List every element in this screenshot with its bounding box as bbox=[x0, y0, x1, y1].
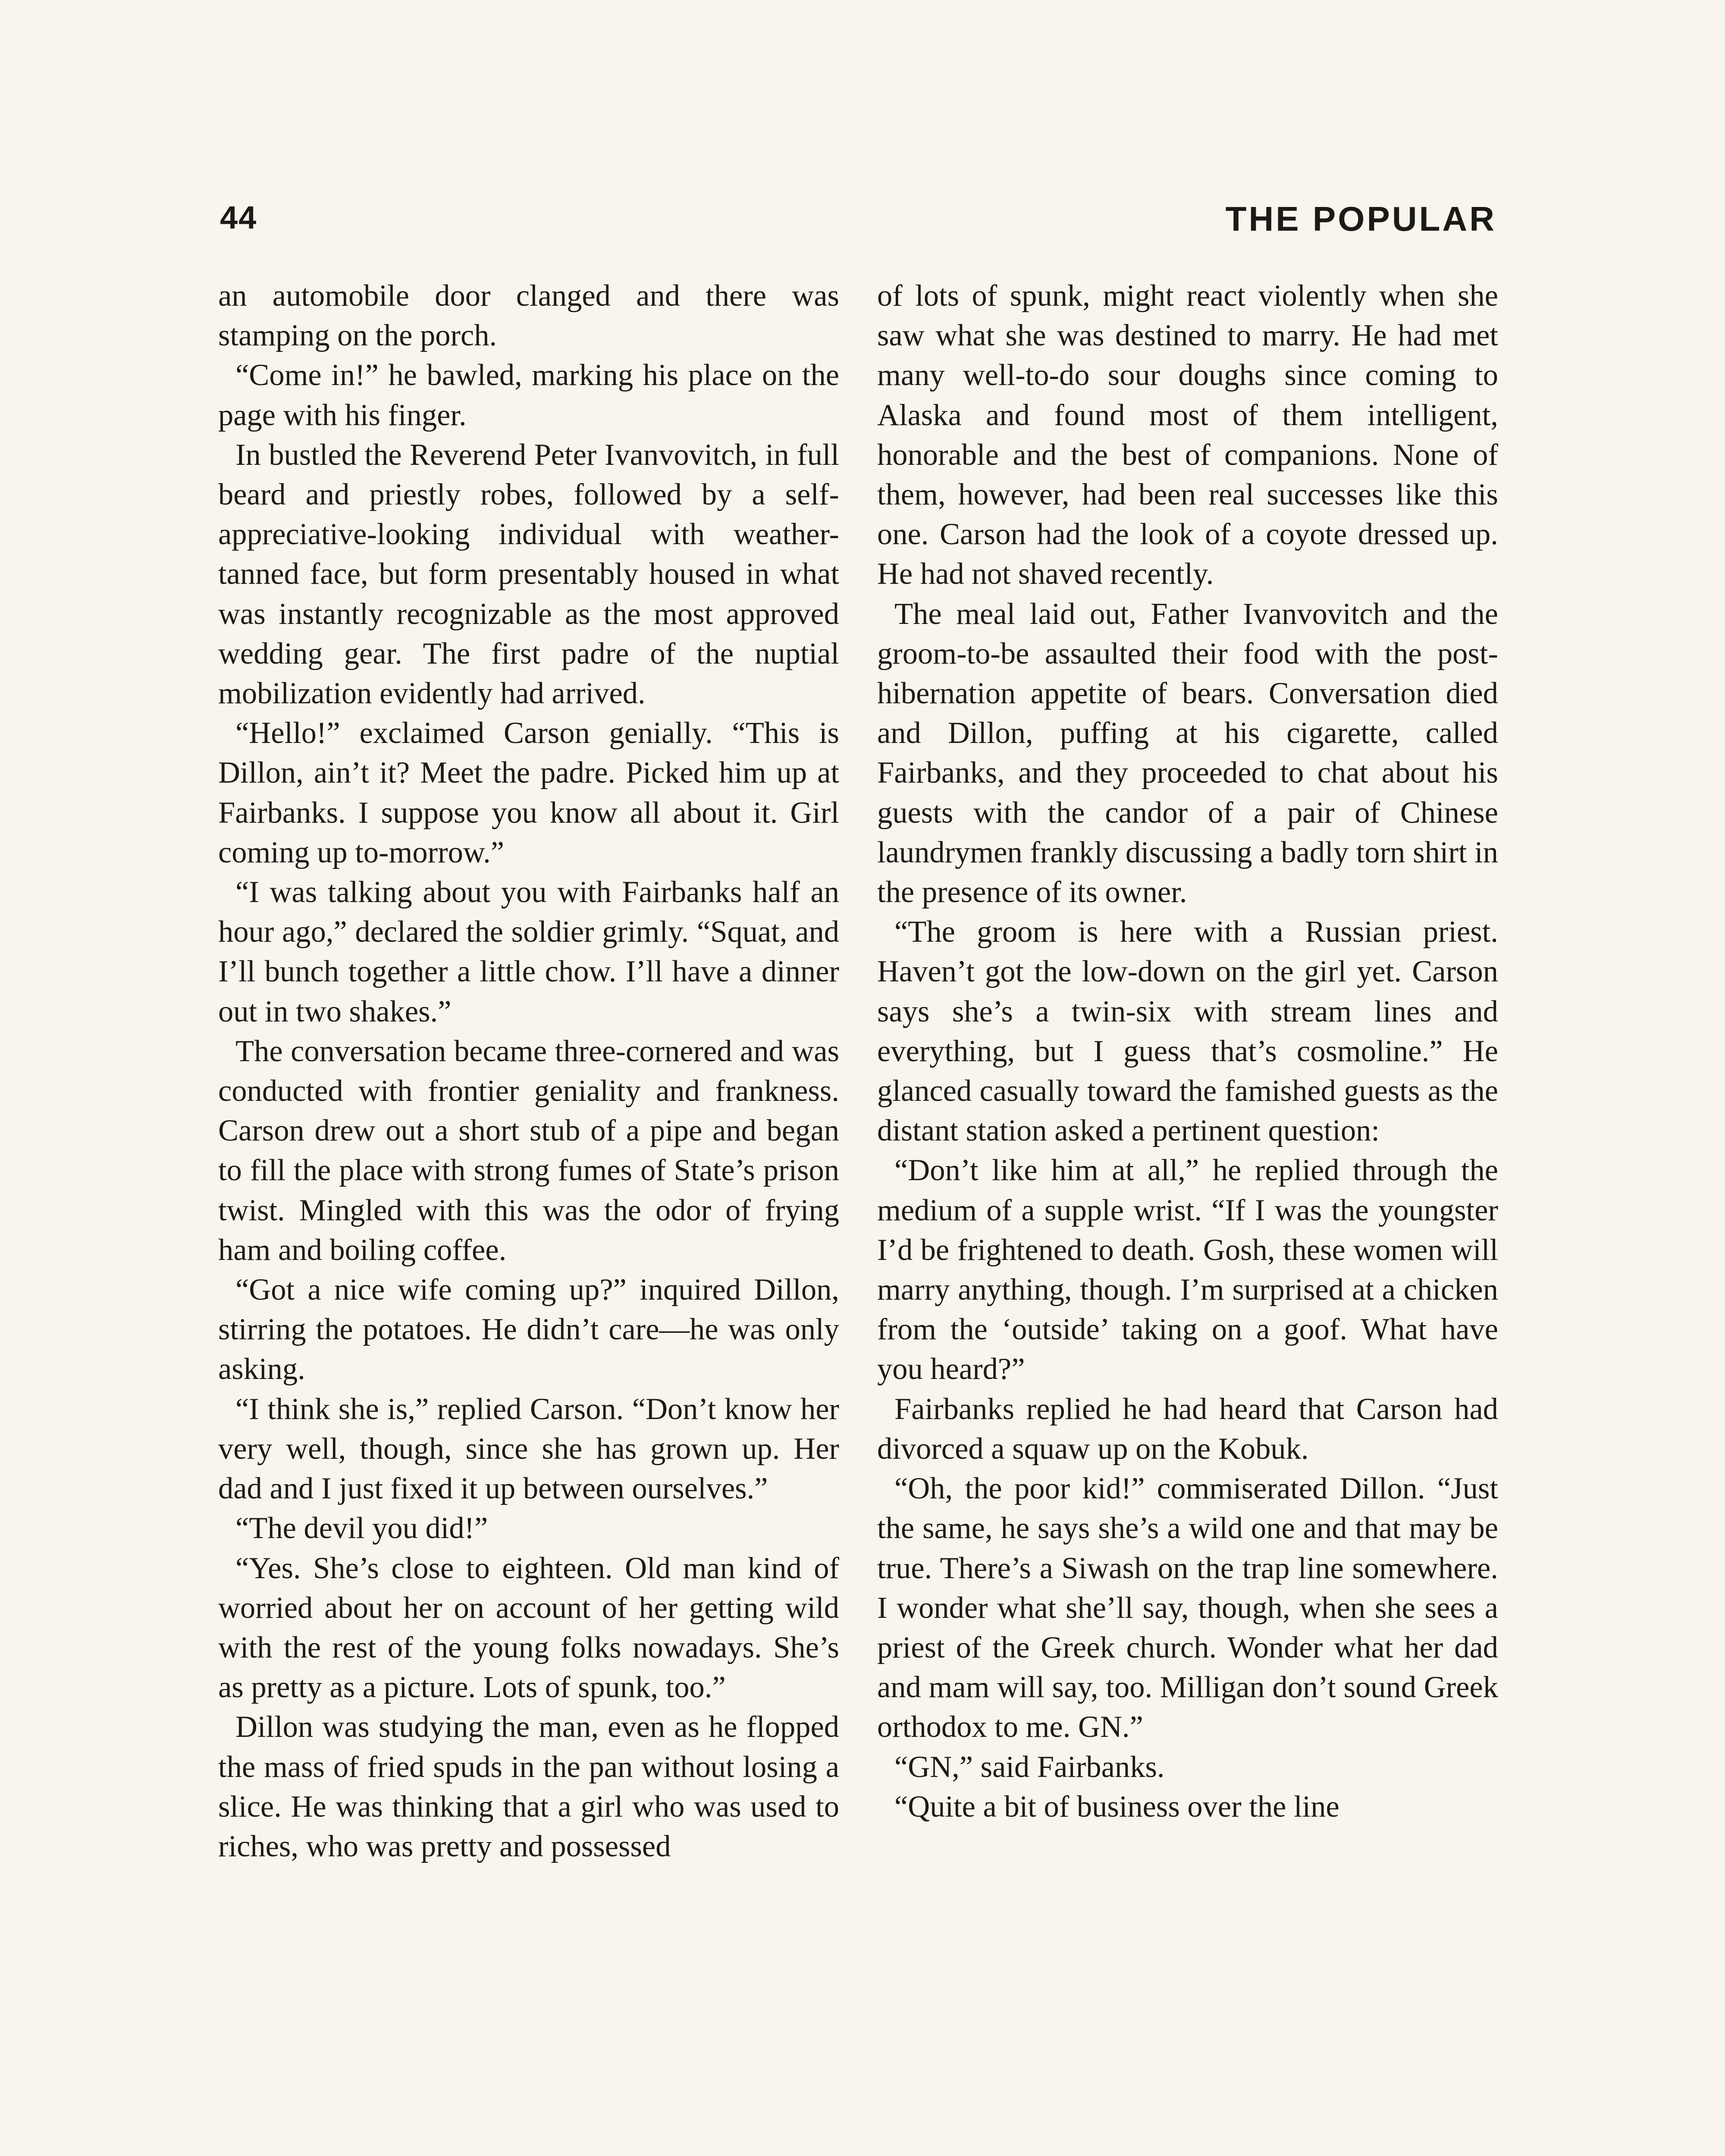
paragraph: “Quite a bit of business over the line bbox=[894, 1789, 1339, 1824]
paragraph: “The groom is here with a Russian priest. Haven’t got the low-down on the girl yet. Carson says she’s a twin-six with stream lines and everything, but I guess that’s cosmoline.” He glanced casually toward the famished guests as the distant station asked a pertinent question: bbox=[877, 915, 1498, 1148]
paragraph: “I think she is,” replied Carson. “Don’t know her very well, though, since she has grown up. Her dad and I just fixed it up between ourselves.” bbox=[218, 1392, 839, 1506]
magazine-title: THE POPULAR bbox=[1225, 200, 1496, 238]
paragraph: Dillon was studying the man, even as he flopped the mass of fried spuds in the pan without losing a slice. He was thinking that a girl who was used to riches, who was pretty and possessed bbox=[218, 1710, 839, 1863]
text-column-right bbox=[877, 276, 1498, 2156]
paragraph: “The devil you did!” bbox=[235, 1511, 488, 1545]
paragraph: of lots of spunk, might react violently when she saw what she was destined to marry. He had met many well-to-do sour doughs since coming to Alaska and found most of them intelligent, honorable and the best of companions. None of them, however, had been real successes like this one. Carson had the look of a coyote dressed up. He had not shaved recently. bbox=[877, 279, 1498, 591]
paragraph: “Yes. She’s close to eighteen. Old man kind of worried about her on account of her getting wild with the rest of the young folks nowadays. She’s as pretty as a picture. Lots of spunk, too.” bbox=[218, 1551, 839, 1705]
paragraph: “Oh, the poor kid!” commiserated Dillon. “Just the same, he says she’s a wild one and that may be true. There’s a Siwash on the trap line somewhere. I wonder what she’ll say, though, when she sees a priest of the Greek church. Wonder what her dad and mam will say, too. Milligan don’t sound Greek orthodox to me. GN.” bbox=[877, 1472, 1498, 1744]
paragraph: “Come in!” he bawled, marking his place on the page with his finger. bbox=[218, 358, 839, 432]
paragraph: “Don’t like him at all,” he replied through the medium of a supple wrist. “If I was the youngster I’d be frightened to death. Gosh, these women will marry anything, though. I’m surprised at a chicken from the ‘outside’ taking on a goof. What have you heard?” bbox=[877, 1153, 1498, 1386]
paragraph: “GN,” said Fairbanks. bbox=[894, 1750, 1165, 1784]
page-number: 44 bbox=[220, 200, 257, 235]
paragraph: “Hello!” exclaimed Carson genially. “This is Dillon, ain’t it? Meet the padre. Picked him up at Fairbanks. I suppose you know all about it. Girl coming up to-morrow.” bbox=[218, 716, 839, 869]
paragraph: In bustled the Reverend Peter Ivanvovitch, in full beard and priestly robes, followed by a self-appreciative-looking individual with weather-tanned face, but form presentably housed in what was instantly recognizable as the most approved wedding gear. The first padre of the nuptial mobilization evidently had arrived. bbox=[218, 438, 839, 711]
paragraph: Fairbanks replied he had heard that Carson had divorced a squaw up on the Kobuk. bbox=[877, 1392, 1498, 1466]
paragraph: an automobile door clanged and there was stamping on the porch. bbox=[218, 279, 839, 353]
paragraph: “Got a nice wife coming up?” inquired Dillon, stirring the potatoes. He didn’t care—he was only asking. bbox=[218, 1273, 839, 1386]
paragraph: “I was talking about you with Fairbanks half an hour ago,” declared the soldier grimly. “Squat, and I’ll bunch together a little chow. I’ll have a dinner out in two shakes.” bbox=[218, 875, 839, 1028]
text-column-left bbox=[218, 276, 839, 2156]
paragraph: The conversation became three-cornered and was conducted with frontier geniality and frankness. Carson drew out a short stub of a pipe and began to fill the place with strong fumes of State’s prison twist. Mingled with this was the odor of frying ham and boiling coffee. bbox=[218, 1034, 839, 1267]
running-head bbox=[220, 199, 1496, 251]
paragraph: The meal laid out, Father Ivanvovitch and the groom-to-be assaulted their food with the post-hibernation appetite of bears. Conversation died and Dillon, puffing at his cigarette, called Fairbanks, and they proceeded to chat about his guests with the candor of a pair of Chinese laundrymen frankly discussing a badly torn shirt in the presence of its owner. bbox=[877, 597, 1498, 909]
